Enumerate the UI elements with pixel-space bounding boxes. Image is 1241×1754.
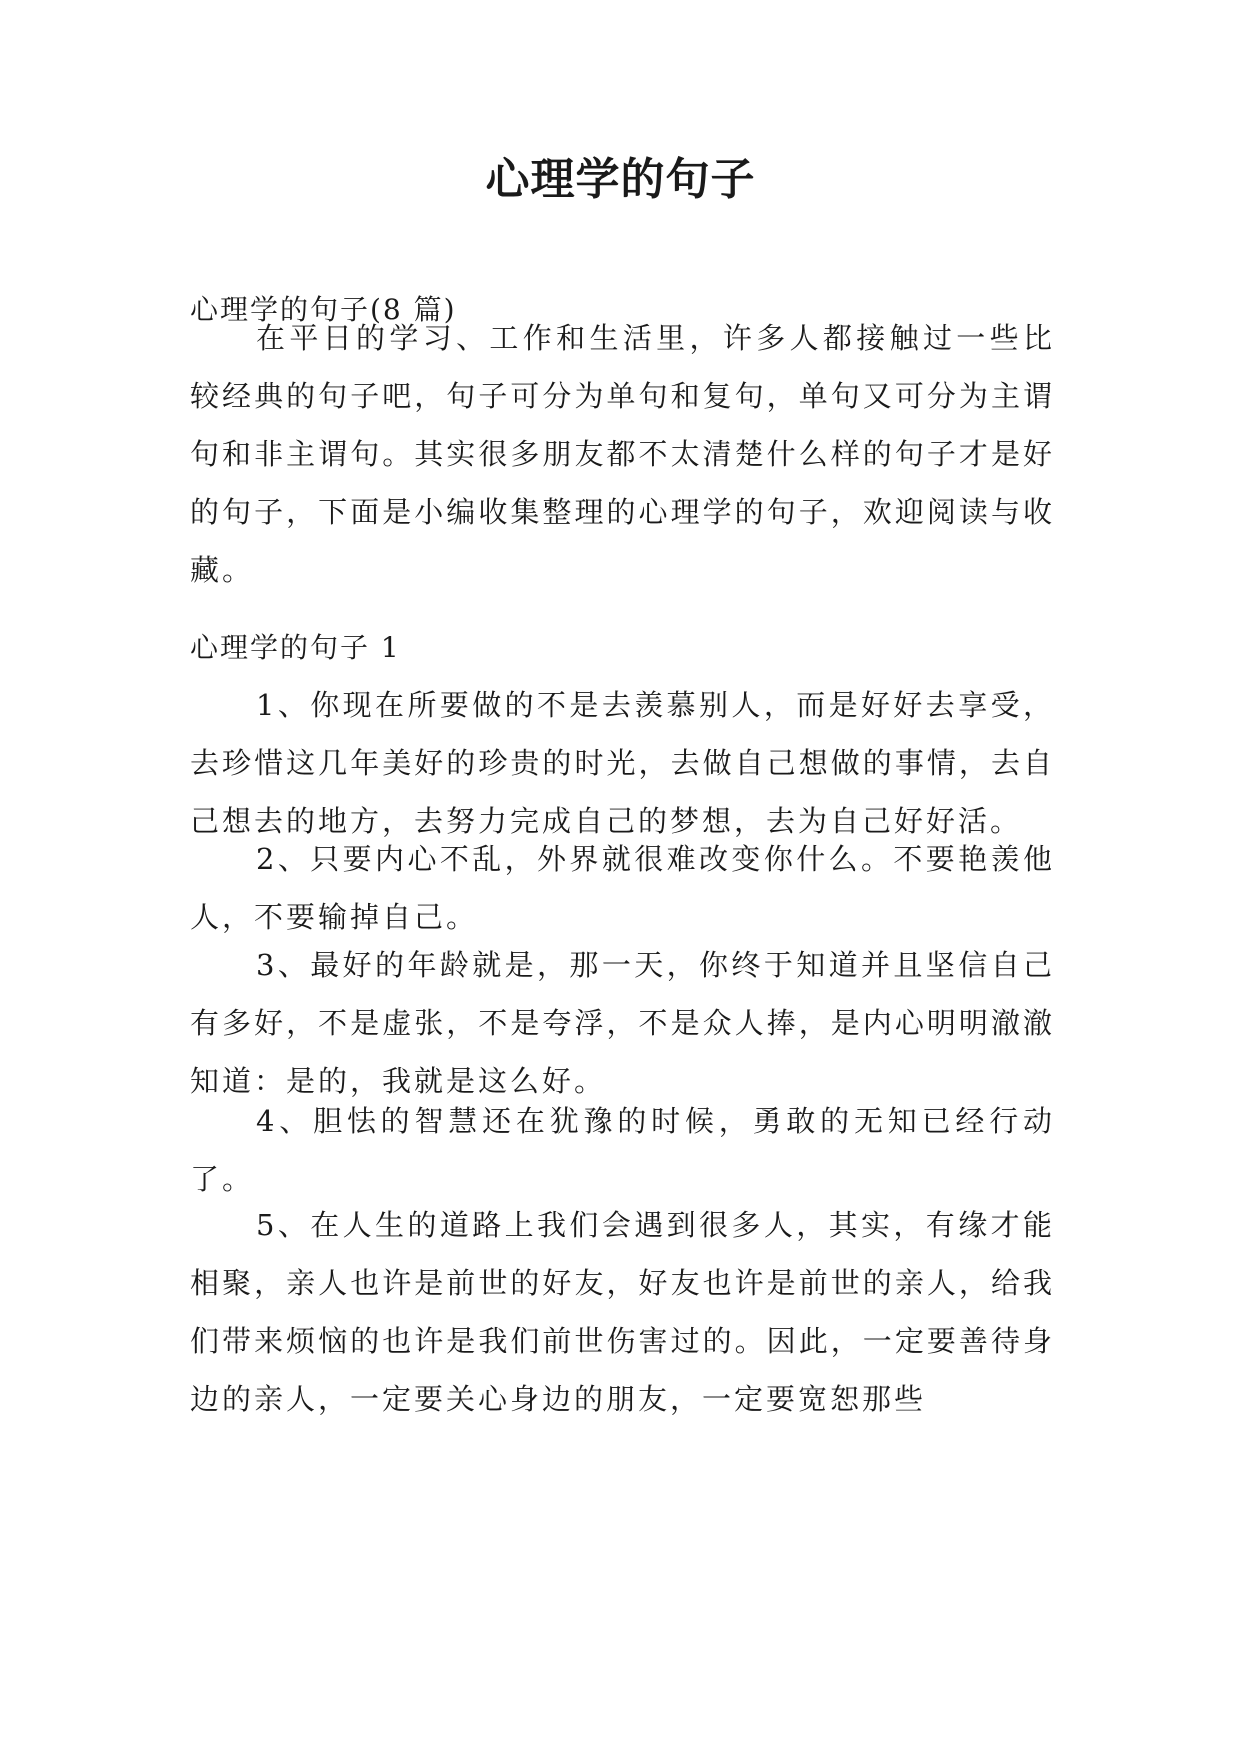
list-item: 2、只要内心不乱，外界就很难改变你什么。不要艳羡他人，不要输掉自己。 [190, 842, 1055, 934]
intro-paragraph: 在平日的学习、工作和生活里，许多人都接触过一些比较经典的句子吧，句子可分为单句和复句，单句又可分为主谓句和非主谓句。其实很多朋友都不太清楚什么样的句子才是好的句子，下面是小编收集整理的心理学的句子，欢迎阅读与收藏。 [190, 321, 1055, 587]
list-item: 4、胆怯的智慧还在犹豫的时候，勇敢的无知已经行动了。 [190, 1104, 1055, 1196]
list-item: 5、在人生的道路上我们会遇到很多人，其实，有缘才能相聚，亲人也许是前世的好友，好友也许是前世的亲人，给我们带来烦恼的也许是我们前世伤害过的。因此，一定要善待身边的亲人，一定要关心身边的朋友，一定要宽恕那些 [190, 1208, 1055, 1416]
section-title: 心理学的句子 1 [190, 631, 401, 664]
list-item: 3、最好的年龄就是，那一天，你终于知道并且坚信自己有多好，不是虚张，不是夸浮，不是众人捧，是内心明明澈澈知道：是的，我就是这么好。 [190, 948, 1055, 1098]
document-title: 心理学的句子 [485, 154, 756, 205]
list-item: 1、你现在所要做的不是去羡慕别人，而是好好去享受，去珍惜这几年美好的珍贵的时光，去做自己想做的事情，去自己想去的地方，去努力完成自己的梦想，去为自己好好活。 [190, 688, 1055, 838]
document-subtitle: 心理学的句子(8 篇) [190, 293, 457, 326]
